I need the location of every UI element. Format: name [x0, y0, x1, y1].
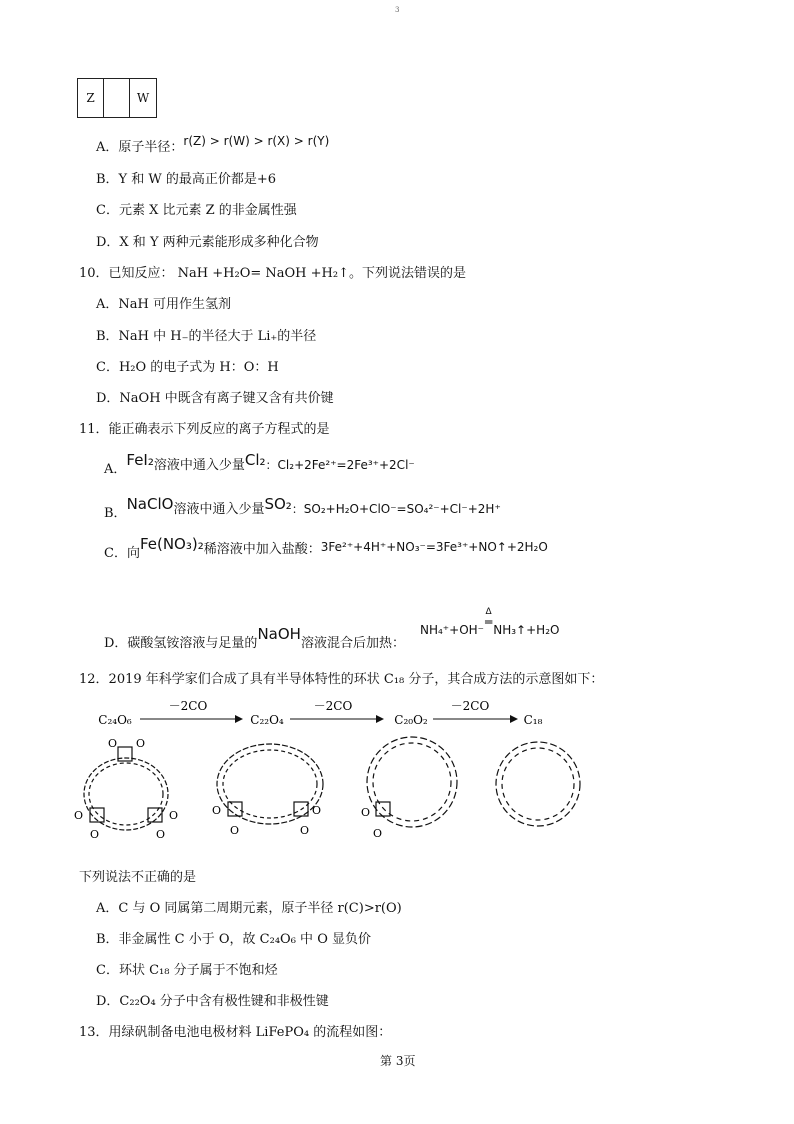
q9-option-c: C．元素 X 比元素 Z 的非金属性强	[96, 203, 297, 218]
page-marker: 3	[395, 6, 400, 14]
oxygen-label: O	[156, 828, 166, 841]
compound-c24o6: C₂₄O₆	[98, 713, 132, 727]
oxygen-label: O	[169, 809, 179, 822]
q11-option-a-gas: Cl₂	[244, 451, 266, 469]
q11-option-a-text: 溶液中通入少量	[153, 458, 245, 473]
element-position-table	[77, 78, 157, 118]
heat-delta-symbol: Δ	[485, 607, 492, 617]
reaction-arrow-1	[140, 715, 243, 723]
compound-c20o2: C₂₀O₂	[394, 713, 428, 727]
q12-option-b: B．非金属性 C 小于 O，故 C₂₄O₆ 中 O 显负价	[96, 932, 371, 947]
oxygen-label: O	[74, 809, 84, 822]
table-cell-empty	[104, 79, 130, 118]
q11-option-a	[104, 450, 415, 477]
oxygen-label: O	[361, 806, 371, 819]
q11-option-a-label: A．	[104, 462, 127, 477]
q13-stem: 13．用绿矾制备电池电极材料 LiFePO₄ 的流程如图：	[79, 1025, 392, 1040]
q12-intro: 下列说法不正确的是	[79, 870, 197, 885]
q11-option-b-reagent: NaClO	[126, 495, 174, 513]
q11-option-a-equation: ：Cl₂+2Fe²⁺=2Fe³⁺+2Cl⁻	[265, 458, 415, 472]
q11-option-d	[104, 620, 405, 651]
molecule-c22o4	[217, 744, 323, 824]
q11-stem: 11．能正确表示下列反应的离子方程式的是	[79, 422, 330, 437]
oxygen-label: O	[90, 828, 100, 841]
compound-c18: C₁₈	[523, 713, 543, 727]
q11-option-c-equation: 3Fe²⁺+4H⁺+NO₃⁻=3Fe³⁺+NO↑+2H₂O	[320, 540, 548, 554]
oxygen-label: O	[136, 737, 146, 750]
q11-option-c-text: 稀溶液中加入盐酸：	[203, 542, 321, 557]
q11-option-d-label: D．碳酸氢铵溶液与足量的	[104, 636, 258, 651]
page-footer: 第 3页	[380, 1054, 416, 1068]
q9-option-a	[96, 136, 329, 155]
q12-option-d: D．C₂₂O₄ 分子中含有极性键和非极性键	[96, 994, 329, 1009]
q10-option-d: D．NaOH 中既含有离子键又含有共价键	[96, 391, 334, 406]
table-cell-w: W	[130, 79, 157, 118]
molecule-c20o2	[367, 737, 457, 827]
oxygen-label: O	[108, 737, 118, 750]
q11-option-b	[104, 494, 501, 521]
q9-option-b: B．Y 和 W 的最高正价都是+6	[96, 172, 277, 187]
oxygen-label: O	[212, 804, 222, 817]
oxygen-label: O	[312, 804, 322, 817]
q11-option-d-text: 溶液混合后加热：	[300, 636, 405, 651]
q11-option-d-reagent: NaOH	[257, 625, 301, 643]
q11-option-b-gas: SO₂	[264, 495, 292, 513]
q9-option-a-formula: r(Z) > r(W) > r(X) > r(Y)	[183, 134, 330, 148]
oxygen-label: O	[230, 824, 240, 837]
q11-option-d-equation	[420, 607, 560, 637]
compound-c22o4: C₂₂O₄	[250, 713, 284, 727]
q11-option-b-label: B．	[104, 506, 127, 521]
q11-option-b-text: 溶液中通入少量	[173, 502, 265, 517]
q11-option-b-equation: ：SO₂+H₂O+ClO⁻=SO₄²⁻+Cl⁻+2H⁺	[291, 502, 501, 516]
q12-option-c: C．环状 C₁₈ 分子属于不饱和烃	[96, 963, 278, 978]
q10-stem: 10．已知反应： NaH +H₂O= NaOH +H₂↑。下列说法错误的是	[79, 266, 466, 281]
table-cell-z: Z	[78, 79, 104, 118]
q10-option-a: A．NaH 可用作生氢剂	[96, 297, 231, 312]
q9-option-a-text: A．原子半径：	[96, 140, 184, 155]
q11-option-a-reagent: FeI₂	[126, 451, 154, 469]
reaction-arrow-2	[290, 715, 384, 723]
q11-option-d-eq-left: NH₄⁺+OH⁻	[420, 623, 485, 637]
arrow-label-2: －2CO	[313, 699, 353, 713]
q9-option-d: D．X 和 Y 两种元素能形成多种化合物	[96, 235, 319, 250]
q11-option-c-label: C．向	[104, 546, 140, 561]
q11-option-c-reagent: Fe(NO₃)₂	[139, 535, 204, 553]
oxygen-label: O	[373, 827, 383, 840]
q12-stem: 12．2019 年科学家们合成了具有半导体特性的环状 C₁₈ 分子，其合成方法的示意图如下：	[79, 672, 604, 687]
q11-option-c	[104, 534, 548, 561]
oxygen-label: O	[300, 824, 310, 837]
arrow-label-3: －2CO	[450, 699, 490, 713]
q11-option-d-eq-right: NH₃↑+H₂O	[493, 623, 560, 637]
q12-option-a: A．C 与 O 同属第二周期元素，原子半径 r(C)>r(O)	[96, 901, 402, 916]
molecule-c18	[496, 742, 580, 826]
q10-option-b: B．NaH 中 H₋的半径大于 Li₊的半径	[96, 329, 317, 344]
reaction-arrow-3	[433, 715, 518, 723]
arrow-label-1: －2CO	[168, 699, 208, 713]
q11-option-d-eq-arrow: Δ ═	[485, 607, 493, 629]
q10-option-c: C．H₂O 的电子式为 H：O：H	[96, 360, 279, 375]
molecule-c24o6	[84, 747, 168, 830]
c18-synthesis-scheme	[70, 692, 630, 852]
